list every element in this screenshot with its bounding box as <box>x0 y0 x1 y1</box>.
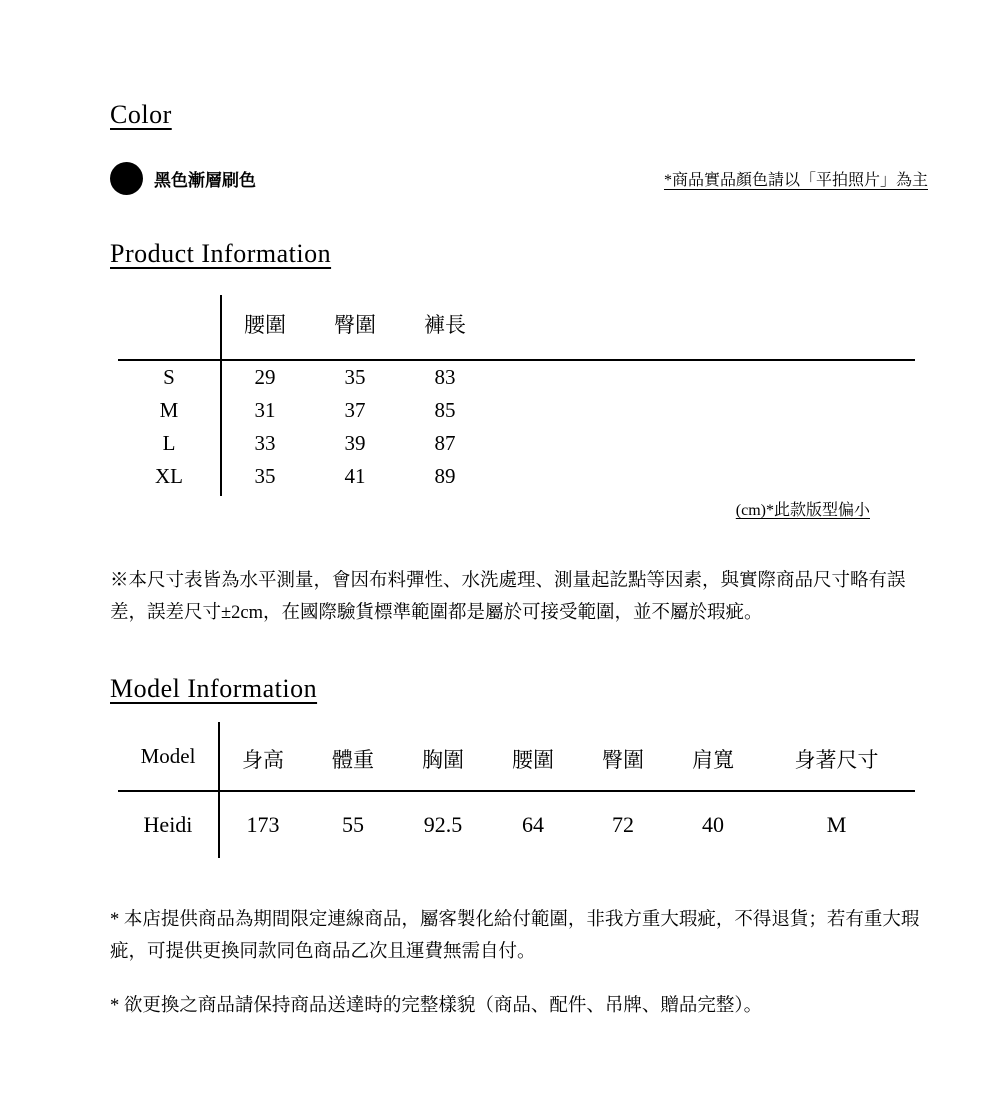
size-value-hip: 39 <box>344 431 366 455</box>
exchange-condition-note: * 欲更換之商品請保持商品送達時的完整樣貌（商品、配件、吊牌、贈品完整）。 <box>110 996 763 1017</box>
size-value-waist: 33 <box>254 431 276 455</box>
size-row-label: S <box>163 365 175 389</box>
size-value-length: 83 <box>434 365 456 389</box>
color-swatch-label: 黑色漸層刷色 <box>154 171 256 190</box>
size-table-vertical-divider <box>220 295 222 496</box>
model-size-worn: M <box>826 811 847 837</box>
size-table <box>118 299 915 520</box>
size-value-hip: 37 <box>344 398 366 422</box>
model-hip: 72 <box>612 811 634 837</box>
size-table-row-s <box>118 361 915 394</box>
color-row <box>110 162 928 195</box>
size-table-column-header-waist: 腰圍 <box>244 313 286 337</box>
size-table-row-l <box>118 427 915 460</box>
model-table-header-hip: 臀圍 <box>602 747 644 772</box>
product-info-heading: Product Information <box>110 239 332 268</box>
model-table-header-size-worn: 身著尺寸 <box>794 747 879 772</box>
size-row-label: XL <box>155 464 183 488</box>
size-table-corner-cell <box>118 299 220 359</box>
footer-notes <box>110 904 928 1023</box>
color-heading: Color <box>110 100 172 129</box>
model-waist: 64 <box>522 811 544 837</box>
model-table <box>118 738 915 858</box>
model-table-header-waist: 腰圍 <box>512 747 554 772</box>
size-table-unit-note: (cm)*此款版型偏小 <box>735 502 870 519</box>
model-height: 173 <box>246 811 280 837</box>
model-table-header-bust: 胸圍 <box>422 747 464 772</box>
size-row-label: M <box>159 398 179 422</box>
size-value-hip: 35 <box>344 365 366 389</box>
model-name: Heidi <box>143 811 193 837</box>
model-info-heading: Model Information <box>110 673 318 703</box>
size-value-waist: 31 <box>254 398 276 422</box>
size-value-waist: 35 <box>254 464 276 488</box>
size-value-length: 89 <box>434 464 456 488</box>
size-table-row-m <box>118 394 915 427</box>
size-row-label: L <box>162 431 176 455</box>
measurement-disclaimer: ※本尺寸表皆為水平測量，會因布料彈性、水洗處理、測量起訖點等因素，與實際商品尺寸略有誤差，誤差尺寸±2cm，在國際驗貨標準範圍都是屬於可接受範圍，並不屬於瑕疵。 <box>110 571 906 623</box>
model-weight: 55 <box>342 811 364 837</box>
size-table-header-row <box>118 299 915 359</box>
return-policy-note: * 本店提供商品為期間限定連線商品，屬客製化給付範圍，非我方重大瑕疵，不得退貨；若有重大瑕疵，可提供更換同款同色商品乙次且運費無需自付。 <box>110 909 920 962</box>
color-disclaimer-note: *商品實品顏色請以「平拍照片」為主 <box>663 172 928 189</box>
size-value-hip: 41 <box>344 464 366 488</box>
size-table-row-xl <box>118 460 915 493</box>
model-table-row-heidi <box>118 792 915 840</box>
size-value-length: 87 <box>434 431 456 455</box>
color-swatch-black <box>110 162 143 195</box>
size-value-waist: 29 <box>254 365 276 389</box>
size-table-column-header-length: 褲長 <box>424 313 466 337</box>
model-table-header-height: 身高 <box>242 747 284 772</box>
model-table-header-row <box>118 738 915 790</box>
model-shoulder: 40 <box>702 811 724 837</box>
model-table-vertical-divider <box>218 722 220 858</box>
model-table-header-model: Model <box>140 743 196 768</box>
size-value-length: 85 <box>434 398 456 422</box>
size-table-column-header-hip: 臀圍 <box>334 313 376 337</box>
model-table-header-shoulder: 肩寬 <box>692 747 734 772</box>
model-bust: 92.5 <box>423 811 463 837</box>
model-table-header-weight: 體重 <box>332 747 374 772</box>
